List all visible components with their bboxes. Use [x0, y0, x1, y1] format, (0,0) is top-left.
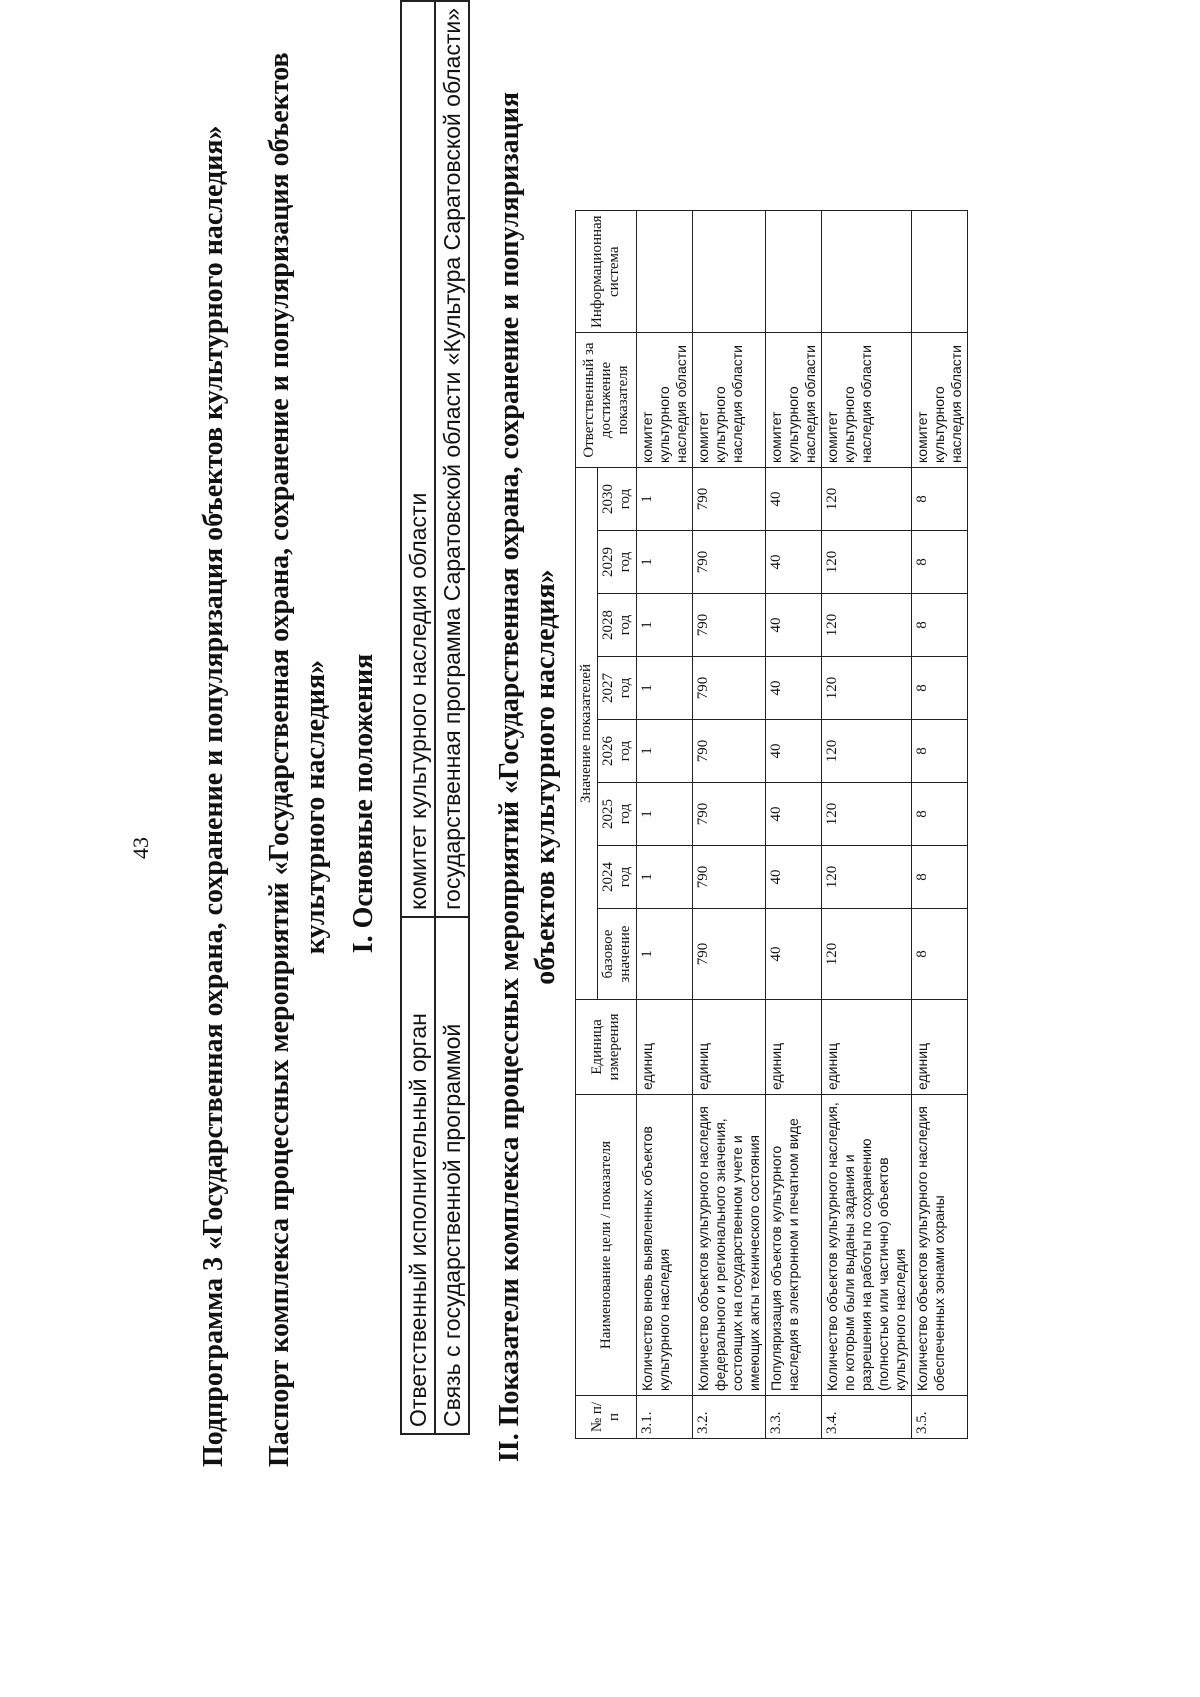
indicator-year-value: 120 — [822, 657, 912, 720]
indicator-name: Количество вновь выявленных объектов культурного наследия — [637, 1095, 693, 1396]
basic-info-table — [400, 0, 470, 1435]
indicator-year-value: 120 — [822, 720, 912, 783]
indicator-year-value: 790 — [693, 846, 766, 909]
header-values-group: Значение показателей — [576, 468, 598, 1000]
indicator-base-value: 8 — [912, 909, 968, 1000]
table-row — [693, 211, 766, 1439]
indicators-table — [575, 210, 968, 1439]
section2-title — [492, 87, 564, 1467]
row-num: 3.2. — [693, 1396, 766, 1439]
basic-info-label: Ответственный исполнительный орган — [401, 917, 435, 1434]
indicator-year-value: 8 — [912, 846, 968, 909]
header-year: 2026 год — [598, 720, 637, 783]
passport-title — [262, 52, 334, 1467]
header-year: 2024 год — [598, 846, 637, 909]
indicator-info-system — [766, 211, 822, 333]
basic-info-value: комитет культурного наследия области — [401, 1, 435, 917]
subprogram-title: Подпрограмма 3 «Государственная охрана, сохранение и популяризация объектов культурного наследия» — [198, 125, 229, 1467]
header-year: 2028 год — [598, 594, 637, 657]
header-unit: Единица измерения — [576, 1000, 637, 1095]
table-row — [401, 1, 435, 1434]
header-responsible: Ответственный за достижение показателя — [576, 333, 637, 468]
indicator-year-value: 120 — [822, 783, 912, 846]
indicator-base-value: 790 — [693, 909, 766, 1000]
indicator-base-value: 40 — [766, 909, 822, 1000]
header-year: 2025 год — [598, 783, 637, 846]
indicator-name: Популяризация объектов культурного наследия в электронном и печатном виде — [766, 1095, 822, 1396]
indicator-year-value: 1 — [637, 531, 693, 594]
indicator-year-value: 40 — [766, 594, 822, 657]
table-row — [822, 211, 912, 1439]
indicator-year-value: 40 — [766, 783, 822, 846]
header-info-system: Информационная система — [576, 211, 637, 333]
header-name: Наименование цели / показателя — [576, 1095, 637, 1396]
indicator-year-value: 790 — [693, 783, 766, 846]
passport-title-line: культурного наследия» — [300, 659, 331, 955]
indicator-unit: единиц — [912, 1000, 968, 1095]
indicator-year-value: 1 — [637, 594, 693, 657]
header-year: 2030 год — [598, 468, 637, 531]
header-year: 2029 год — [598, 531, 637, 594]
indicators-body — [637, 211, 968, 1439]
indicator-responsible: комитет культурного наследия области — [766, 333, 822, 468]
section1-title: I. Основные положения — [348, 653, 379, 954]
header-num: № п/п — [576, 1396, 637, 1439]
indicator-year-value: 8 — [912, 468, 968, 531]
indicator-year-value: 1 — [637, 657, 693, 720]
indicator-year-value: 120 — [822, 531, 912, 594]
indicator-year-value: 120 — [822, 594, 912, 657]
indicator-year-value: 1 — [637, 846, 693, 909]
page-number: 43 — [128, 837, 153, 859]
header-row — [576, 211, 598, 1439]
section2-title-line: объектов культурного наследия» — [530, 569, 561, 985]
indicator-responsible: комитет культурного наследия области — [693, 333, 766, 468]
indicator-responsible: комитет культурного наследия области — [912, 333, 968, 468]
indicator-name: Количество объектов культурного наследия федерального и регионального значения, состоящих на государственном учете и имеющих акты технического состояния — [693, 1095, 766, 1396]
row-num: 3.3. — [766, 1396, 822, 1439]
table-row — [637, 211, 693, 1439]
indicator-year-value: 40 — [766, 468, 822, 531]
row-num: 3.1. — [637, 1396, 693, 1439]
indicator-unit: единиц — [822, 1000, 912, 1095]
indicator-base-value: 120 — [822, 909, 912, 1000]
indicator-year-value: 40 — [766, 531, 822, 594]
indicator-year-value: 40 — [766, 720, 822, 783]
indicator-year-value: 120 — [822, 846, 912, 909]
indicator-name: Количество объектов культурного наследия обеспеченных зонами охраны — [912, 1095, 968, 1396]
indicator-unit: единиц — [693, 1000, 766, 1095]
passport-title-line: Паспорт комплекса процессных мероприятий «Государственная охрана, сохранение и популяризация объектов — [264, 52, 295, 1467]
indicator-year-value: 790 — [693, 657, 766, 720]
indicator-year-value: 8 — [912, 594, 968, 657]
indicator-year-value: 40 — [766, 657, 822, 720]
header-base: базовое значение — [598, 909, 637, 1000]
indicator-responsible: комитет культурного наследия области — [822, 333, 912, 468]
indicator-info-system — [912, 211, 968, 333]
row-num: 3.5. — [912, 1396, 968, 1439]
indicator-year-value: 1 — [637, 783, 693, 846]
indicator-responsible: комитет культурного наследия области — [637, 333, 693, 468]
indicator-year-value: 120 — [822, 468, 912, 531]
indicator-unit: единиц — [766, 1000, 822, 1095]
indicator-year-value: 790 — [693, 468, 766, 531]
table-row — [912, 211, 968, 1439]
indicator-year-value: 1 — [637, 720, 693, 783]
indicator-info-system — [822, 211, 912, 333]
indicator-name: Количество объектов культурного наследия, по которым были выданы задания и разрешения на работы по сохранению (полностью или частично) объектов культурного наследия — [822, 1095, 912, 1396]
indicator-year-value: 790 — [693, 720, 766, 783]
indicator-info-system — [637, 211, 693, 333]
basic-info-label: Связь с государственной программой — [435, 917, 469, 1434]
basic-info-value: государственная программа Саратовской области «Культура Саратовской области» — [435, 1, 469, 917]
indicator-year-value: 8 — [912, 720, 968, 783]
row-num: 3.4. — [822, 1396, 912, 1439]
indicator-year-value: 8 — [912, 783, 968, 846]
indicator-info-system — [693, 211, 766, 333]
header-year: 2027 год — [598, 657, 637, 720]
table-row — [766, 211, 822, 1439]
indicator-unit: единиц — [637, 1000, 693, 1095]
indicator-year-value: 8 — [912, 531, 968, 594]
indicator-base-value: 1 — [637, 909, 693, 1000]
indicator-year-value: 790 — [693, 594, 766, 657]
section2-title-line: II. Показатели комплекса процессных мероприятий «Государственная охрана, сохранение и популяризация — [494, 91, 525, 1463]
table-row — [435, 1, 469, 1434]
indicator-year-value: 8 — [912, 657, 968, 720]
indicator-year-value: 790 — [693, 531, 766, 594]
indicator-year-value: 40 — [766, 846, 822, 909]
indicator-year-value: 1 — [637, 468, 693, 531]
